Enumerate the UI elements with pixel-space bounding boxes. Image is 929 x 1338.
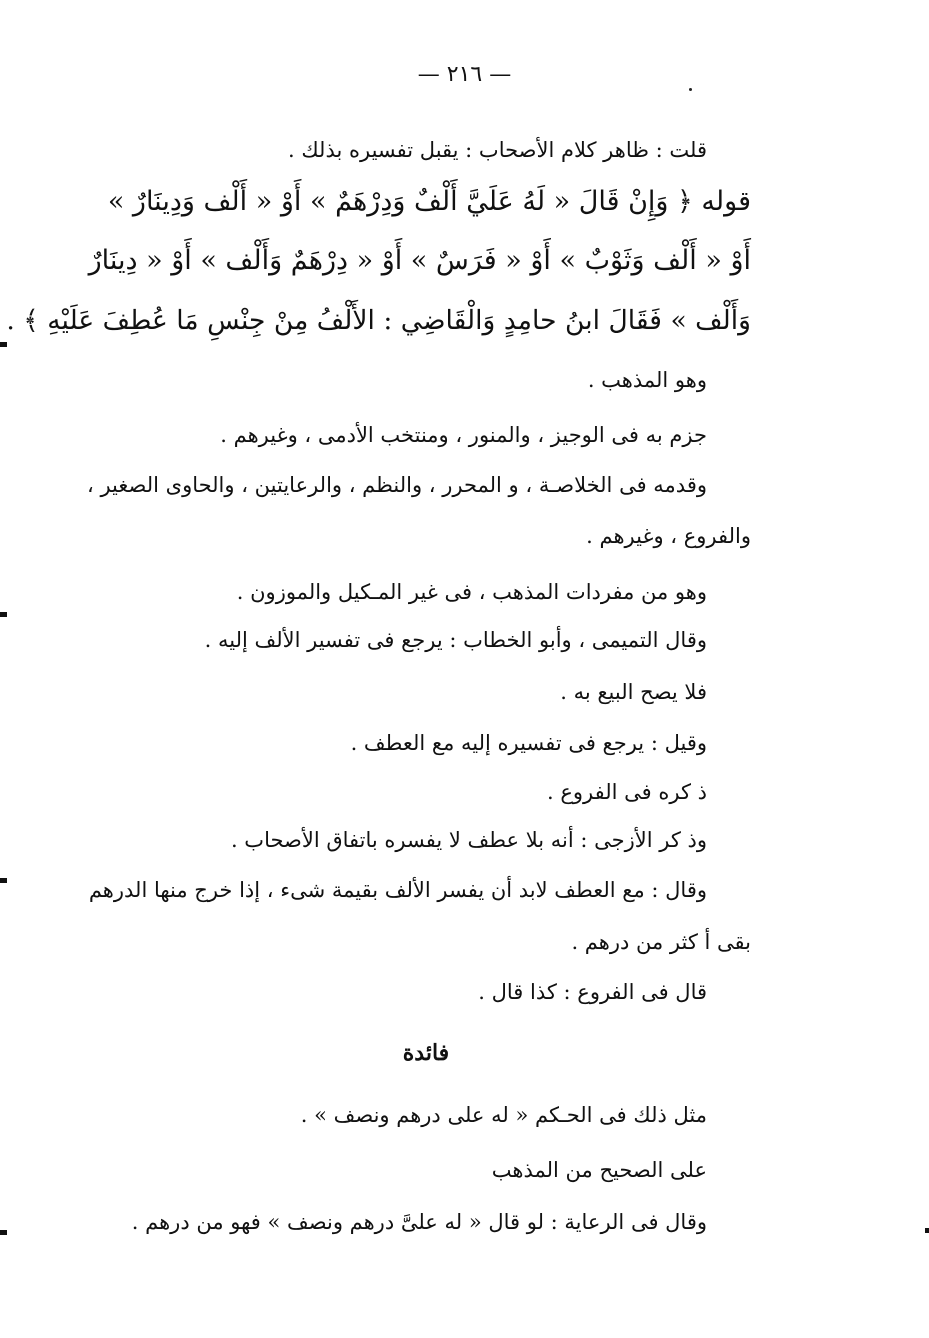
- text-line-16: بقى أ كثر من درهم .: [571, 930, 751, 954]
- margin-mark: [0, 878, 7, 883]
- text-line-19: على الصحيح من المذهب: [491, 1158, 707, 1182]
- text-line-12: وقيل : يرجع فى تفسيره إليه مع العطف .: [350, 731, 707, 755]
- text-line-8: والفروع ، وغيرهم .: [586, 524, 751, 548]
- margin-mark: [925, 1228, 929, 1233]
- margin-mark: [0, 342, 7, 347]
- text-line-10: وقال التميمى ، وأبو الخطاب : يرجع فى تفسير الألف إليه .: [204, 628, 707, 652]
- text-line-14: وذ كر الأزجى : أنه بلا عطف لا يفسره باتفاق الأصحاب .: [230, 828, 707, 852]
- page-number: — ٢١٦ —: [417, 62, 512, 87]
- text-line-1: قلت : ظاهر كلام الأصحاب : يقبل تفسيره بذلك .: [288, 138, 707, 162]
- text-line-7: وقدمه فى الخلاصـة ، و المحرر ، والنظم ، والرعايتين ، والحاوى الصغير ،: [87, 473, 707, 497]
- text-line-20: وقال فى الرعاية : لو قال « له علىَّ درهم ونصف » فهو من درهم .: [131, 1210, 707, 1234]
- text-line-3: أَوْ « أَلْف وَثَوْبٌ » أَوْ « فَرَسٌ » أَوْ « دِرْهَمٌ وَأَلْف » أَوْ « دِينَارٌ: [88, 245, 751, 276]
- text-line-5: وهو المذهب .: [587, 368, 707, 392]
- text-line-13: ذ كره فى الفروع .: [547, 780, 707, 804]
- text-line-18: مثل ذلك فى الحـكم « له على درهم ونصف » .: [300, 1103, 707, 1127]
- ink-dot: [689, 88, 692, 91]
- text-line-11: فلا يصح البيع به .: [560, 680, 707, 704]
- text-line-9: وهو من مفردات المذهب ، فى غير المـكيل والموزون .: [236, 580, 707, 604]
- text-line-15: وقال : مع العطف لابد أن يفسر الألف بقيمة شىء ، إذا خرج منها الدرهم: [88, 878, 707, 902]
- text-line-17: قال فى الفروع : كذا قال .: [478, 980, 707, 1004]
- text-line-2: قوله ﴿ وَإِنْ قَالَ « لَهُ عَلَيَّ أَلْفٌ وَدِرْهَمٌ » أَوْ « أَلْف وَدِينَارٌ »: [107, 186, 751, 217]
- margin-mark: [0, 612, 7, 617]
- section-heading: فائدة: [402, 1040, 450, 1066]
- text-line-6: جزم به فى الوجيز ، والمنور ، ومنتخب الأدمى ، وغيرهم .: [220, 423, 707, 447]
- text-line-4: وَأَلْف » فَقَالَ ابنُ حامِدٍ وَالْقَاضِي : الأَلْفُ مِنْ جِنْسِ مَا عُطِفَ عَلَيْهِ ﴾ .: [6, 305, 751, 336]
- margin-mark: [0, 1230, 7, 1235]
